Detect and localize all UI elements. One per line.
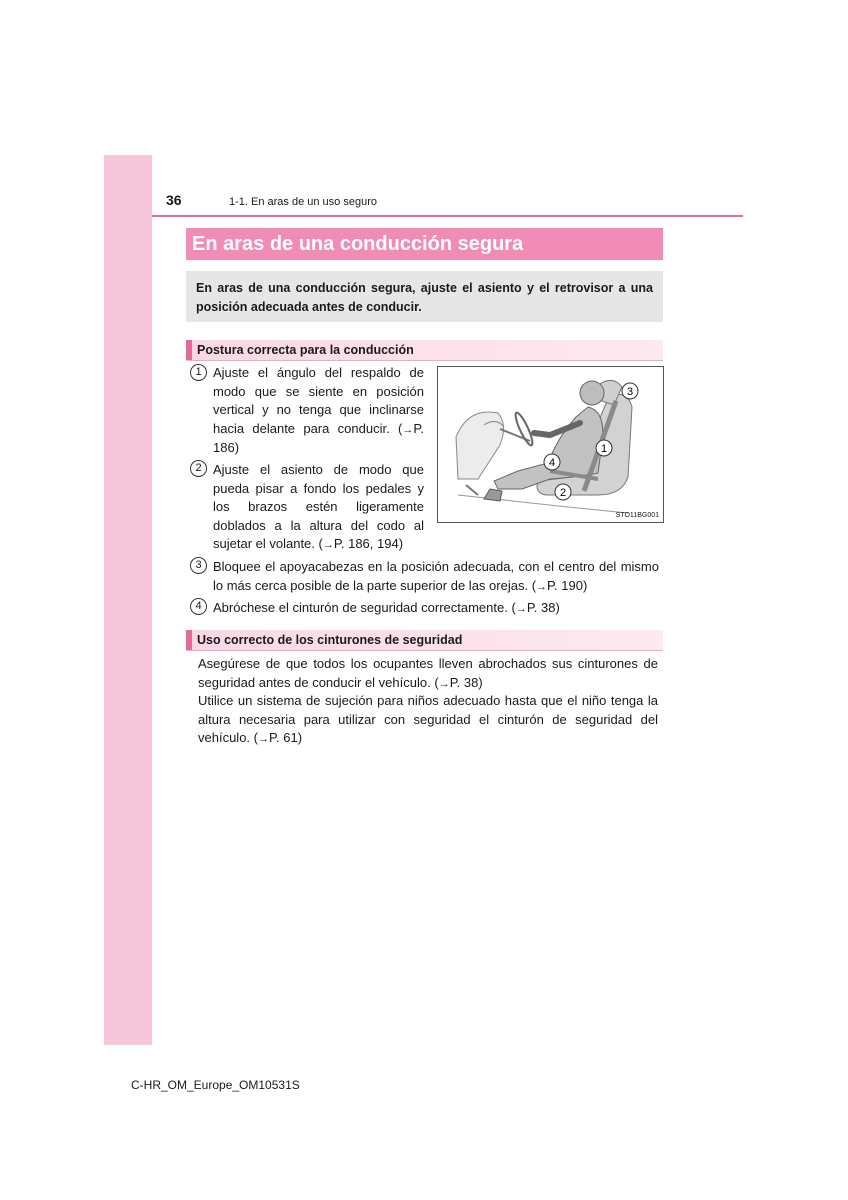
intro-text: En aras de una conducción segura, ajuste el asiento y el retrovisor a una posición adecuada antes de conducir.	[196, 281, 653, 314]
callout-4	[544, 454, 560, 470]
ref-open: (	[398, 420, 403, 436]
arrow-icon: →	[515, 603, 527, 615]
item-number-1: 1	[190, 364, 207, 381]
item-2	[213, 461, 424, 555]
driver-seat-illustration	[438, 367, 663, 522]
header-rule	[152, 215, 743, 217]
page-title: En aras de una conducción segura	[186, 228, 663, 260]
item-number-4: 4	[190, 598, 207, 615]
item-3	[213, 558, 659, 596]
page-ref-link[interactable]: P. 61)	[269, 730, 303, 746]
page-ref-link[interactable]: P. 38)	[449, 674, 483, 690]
callout-2	[555, 484, 571, 500]
page-number: 36	[166, 192, 182, 208]
section-heading-label: Uso correcto de los cinturones de seguridad	[197, 633, 463, 647]
callout-3-label: 3	[626, 386, 634, 398]
ref-open: (	[434, 674, 439, 690]
item-text: Ajuste el asiento de modo que pueda pisar a fondo los pedales y los brazos estén ligeramente doblados a la altura del codo al sujetar el volante.	[213, 462, 424, 552]
page-ref-link[interactable]: P. 186)	[213, 420, 424, 456]
section-heading-posture	[186, 340, 663, 361]
ref-open: (	[318, 536, 323, 552]
page-ref-link[interactable]: P. 190)	[547, 577, 588, 593]
page-ref-link[interactable]: P. 38)	[526, 600, 560, 615]
ref-open: (	[511, 600, 516, 615]
callout-1	[596, 440, 612, 456]
callout-4-label: 4	[548, 457, 556, 469]
driving-posture-figure	[437, 366, 664, 523]
arrow-icon: →	[438, 677, 450, 690]
item-number-3: 3	[190, 557, 207, 574]
callout-2-label: 2	[559, 487, 567, 499]
callout-1-label: 1	[600, 443, 608, 455]
callout-3	[622, 383, 638, 399]
section-heading-label: Postura correcta para la conducción	[197, 343, 414, 357]
arrow-icon: →	[258, 733, 270, 746]
arrow-icon: →	[322, 539, 334, 552]
section-marker	[186, 630, 192, 650]
section-heading-seatbelts	[186, 630, 663, 651]
ref-open: (	[531, 577, 537, 593]
item-4	[213, 599, 659, 619]
arrow-icon: →	[402, 423, 414, 436]
item-text: Abróchese el cinturón de seguridad correctamente.	[213, 600, 508, 615]
seatbelt-paragraph-1	[198, 655, 658, 693]
seatbelt-paragraph-2	[198, 692, 658, 749]
figure-code: STO11BG001	[615, 512, 659, 519]
side-tab	[104, 155, 152, 1045]
page-ref-link[interactable]: P. 186, 194)	[333, 536, 404, 552]
footer-code: C-HR_OM_Europe_OM10531S	[131, 1078, 300, 1092]
section-marker	[186, 340, 192, 360]
item-text: Bloquee el apoyacabezas en la posición adecuada, con el centro del mismo lo más cerca posible de la parte superior de las orejas.	[213, 559, 659, 593]
ref-open: (	[253, 730, 259, 746]
paragraph-text: Asegúrese de que todos los ocupantes lleven abrochados sus cinturones de seguridad antes de conducir el vehículo.	[198, 656, 658, 690]
item-number-2: 2	[190, 460, 207, 477]
arrow-icon: →	[536, 580, 548, 593]
item-1	[213, 364, 424, 458]
intro-box	[186, 271, 663, 322]
item-text: Ajuste el ángulo del respaldo de modo que se siente en posición vertical y no tenga que inclinarse hacia delante para conducir.	[213, 365, 424, 436]
breadcrumb: 1-1. En aras de un uso seguro	[229, 196, 377, 208]
paragraph-text: Utilice un sistema de sujeción para niños adecuado hasta que el niño tenga la altura necesaria para utilizar con seguridad el cinturón de seguridad del vehículo.	[198, 693, 658, 746]
